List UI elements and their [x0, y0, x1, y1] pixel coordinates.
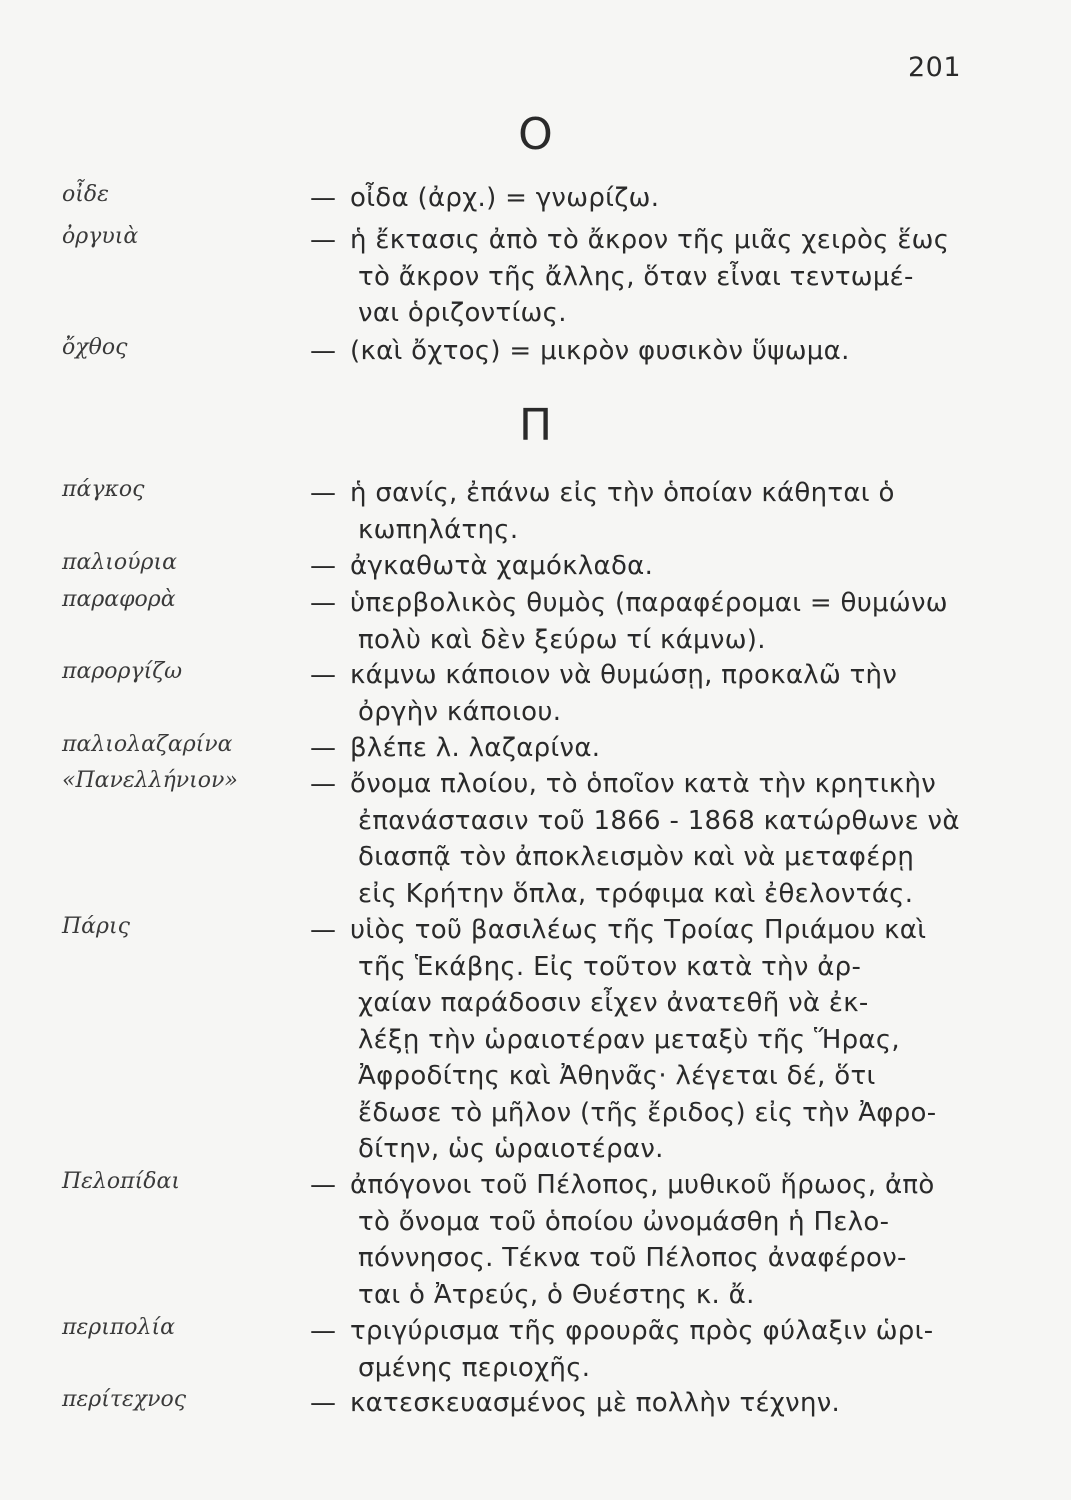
entry-term: περιπολία — [62, 1315, 175, 1340]
entry-definition — [350, 1385, 840, 1422]
entry-dash: — — [310, 336, 336, 366]
definition-line: δίτην, ὡς ὡραιοτέραν. — [358, 1134, 664, 1164]
definition-line: ὀργὴν κάποιου. — [358, 696, 562, 727]
definition-line: ἡ σανίς, ἐπάνω εἰς τὴν ὁποίαν κάθηται ὁ — [350, 478, 895, 508]
entry-term: παλιολαζαρίνα — [62, 732, 233, 757]
definition-line: ἀπόγονοι τοῦ Πέλοπος, μυθικοῦ ἥρωος, ἀπὸ — [350, 1170, 935, 1200]
definition-line: πόννησος. Τέκνα τοῦ Πέλοπος ἀναφέρον- — [358, 1243, 907, 1273]
entry-term: περίτεχνος — [62, 1387, 187, 1412]
entry-dash: — — [310, 1316, 336, 1346]
entry-term: ὀργυιὰ — [62, 224, 139, 249]
entry-definition — [350, 1313, 933, 1386]
definition-line: κατεσκευασμένος μὲ πολλὴν τέχνην. — [350, 1388, 841, 1418]
entry-definition — [350, 222, 949, 332]
definition-line: βλέπε λ. λαζαρίνα. — [350, 733, 601, 763]
definition-line: ἐπανάστασιν τοῦ 1866 - 1868 κατώρθωνε νὰ — [358, 805, 960, 836]
entry-dash: — — [310, 660, 336, 690]
entry-definition — [350, 180, 659, 217]
entry-term: πάγκος — [62, 477, 145, 502]
entry-term: παροργίζω — [62, 659, 183, 684]
definition-line: Ἀφροδίτης καὶ Ἀθηνᾶς· λέγεται δέ, ὅτι — [358, 1061, 876, 1091]
definition-line: λέξῃ τὴν ὡραιοτέραν μεταξὺ τῆς Ἥρας, — [358, 1024, 900, 1055]
definition-line: υἱὸς τοῦ βασιλέως τῆς Τροίας Πριάμου καὶ — [350, 915, 927, 945]
entry-term: Πάρις — [62, 914, 130, 939]
entry-definition — [350, 585, 948, 658]
page-number: 201 — [908, 52, 962, 83]
entry-dash: — — [310, 733, 336, 763]
entry-term: ὄχθος — [62, 335, 128, 360]
definition-line: ἀγκαθωτὰ χαμόκλαδα. — [350, 551, 654, 581]
entry-term: παλιούρια — [62, 550, 177, 575]
entry-dash: — — [310, 225, 336, 255]
definition-line: ναι ὁριζοντίως. — [358, 298, 567, 328]
entry-definition — [350, 912, 936, 1168]
definition-line: τὸ ἄκρον τῆς ἄλλης, ὅταν εἶναι τεντωμέ- — [358, 261, 914, 292]
entry-dash: — — [310, 588, 336, 618]
entry-definition — [350, 548, 653, 585]
definition-line: ὑπερβολικὸς θυμὸς (παραφέρομαι = θυμώνω — [350, 588, 948, 618]
definition-line: ται ὁ Ἀτρεύς, ὁ Θυέστης κ. ἄ. — [358, 1279, 755, 1310]
definition-line: ἡ ἔκτασις ἀπὸ τὸ ἄκρον τῆς μιᾶς χειρὸς ἕως — [350, 225, 950, 255]
definition-line: τριγύρισμα τῆς φρουρᾶς πρὸς φύλαξιν ὡρι- — [350, 1316, 934, 1346]
entry-dash: — — [310, 1170, 336, 1200]
entry-dash: — — [310, 1388, 336, 1418]
section-letter-p: Π — [518, 400, 553, 451]
entry-definition — [350, 475, 895, 548]
entry-dash: — — [310, 769, 336, 799]
definition-line: οἶδα (ἀρχ.) = γνωρίζω. — [350, 183, 660, 213]
definition-line: ὄνομα πλοίου, τὸ ὁποῖον κατὰ τὴν κρητικὴν — [350, 769, 937, 799]
entry-dash: — — [310, 183, 336, 213]
entry-definition — [350, 657, 897, 730]
entry-dash: — — [310, 478, 336, 508]
entry-definition — [350, 333, 850, 370]
entry-definition — [350, 766, 960, 912]
definition-line: ἔδωσε τὸ μῆλον (τῆς ἔριδος) εἰς τὴν Ἀφρο- — [358, 1097, 937, 1128]
entry-dash: — — [310, 915, 336, 945]
entry-definition — [350, 730, 600, 767]
definition-line: πολὺ καὶ δὲν ξεύρω τί κάμνω). — [358, 624, 766, 655]
definition-line: σμένης περιοχῆς. — [358, 1352, 591, 1383]
definition-line: κάμνω κάποιον νὰ θυμώσῃ, προκαλῶ τὴν — [350, 660, 898, 690]
definition-line: (καὶ ὄχτος) = μικρὸν φυσικὸν ὕψωμα. — [350, 336, 850, 366]
definition-line: κωπηλάτης. — [358, 514, 519, 545]
entry-definition — [350, 1167, 935, 1313]
section-letter-o: Ο — [518, 109, 553, 160]
entry-term: Πελοπίδαι — [62, 1169, 180, 1194]
entry-term: οἶδε — [62, 182, 109, 207]
definition-line: εἰς Κρήτην ὅπλα, τρόφιμα καὶ ἐθελοντάς. — [358, 878, 914, 909]
definition-line: διασπᾷ τὸν ἀποκλεισμὸν καὶ νὰ μεταφέρῃ — [358, 842, 915, 872]
entry-term: «Πανελλήνιον» — [62, 768, 238, 793]
definition-line: χαίαν παράδοσιν εἶχεν ἀνατεθῆ νὰ ἐκ- — [358, 988, 869, 1018]
definition-line: τὸ ὄνομα τοῦ ὁποίου ὠνομάσθη ἡ Πελο- — [358, 1206, 890, 1237]
definition-line: τῆς Ἑκάβης. Εἰς τοῦτον κατὰ τὴν ἀρ- — [358, 951, 862, 982]
entry-term: παραφορὰ — [62, 587, 176, 612]
entry-dash: — — [310, 551, 336, 581]
